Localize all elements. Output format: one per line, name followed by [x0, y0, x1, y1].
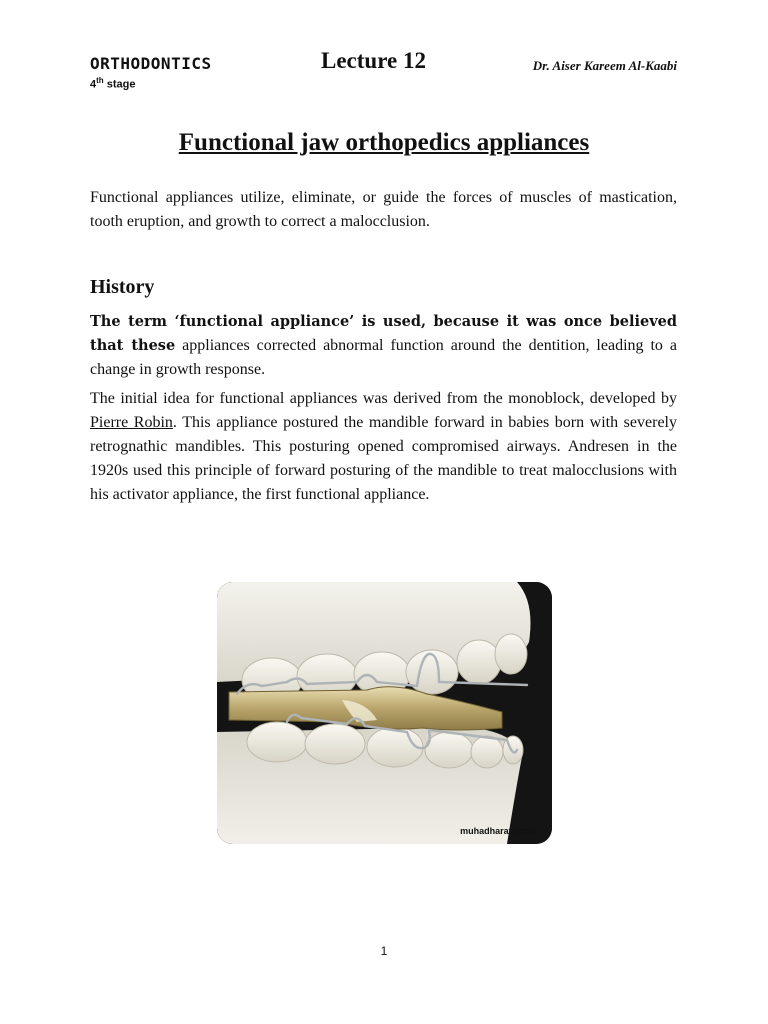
- activator-appliance-illustration: [217, 582, 552, 844]
- history-paragraph-initial: [90, 387, 677, 507]
- term-lead-text: The term ‘functional appliance’ is used, because it was once believed that these: [90, 313, 677, 354]
- author-name: Dr. Aiser Kareem Al-Kaabi: [532, 58, 677, 73]
- page-title: Functional jaw orthopedics appliances: [178, 128, 590, 156]
- lecture-number: Lecture 12: [321, 48, 426, 73]
- initial-text-before: The initial idea for functional appliances was derived from the monoblock, developed by: [90, 390, 677, 407]
- appliance-photo: [217, 582, 552, 844]
- initial-text-after: . This appliance postured the mandible forward in babies born with severely retrognathic mandibles. This posturing opened compromised airways. Andresen in the 1920s used this principle of forward posturing of the mandible to treat malocclusions with his activator appliance, the first functional appliance.: [90, 414, 677, 503]
- watermark: muhadharaty.com: [460, 826, 537, 836]
- history-paragraph-term: [90, 310, 677, 382]
- page-number: 1: [380, 944, 388, 958]
- stage-suffix: th: [96, 76, 104, 85]
- history-heading: History: [90, 276, 155, 298]
- stage-number: 4: [90, 78, 97, 91]
- stage-word: stage: [106, 78, 136, 91]
- pierre-robin-link[interactable]: Pierre Robin: [90, 414, 173, 431]
- course-name: ORTHODONTICS: [90, 54, 212, 73]
- term-rest-text: appliances corrected abnormal function around the dentition, leading to a change in growth response.: [90, 337, 677, 378]
- stage-label: [90, 76, 136, 91]
- intro-paragraph: Functional appliances utilize, eliminate, or guide the forces of muscles of mastication, tooth eruption, and growth to correct a malocclusion.: [90, 189, 677, 230]
